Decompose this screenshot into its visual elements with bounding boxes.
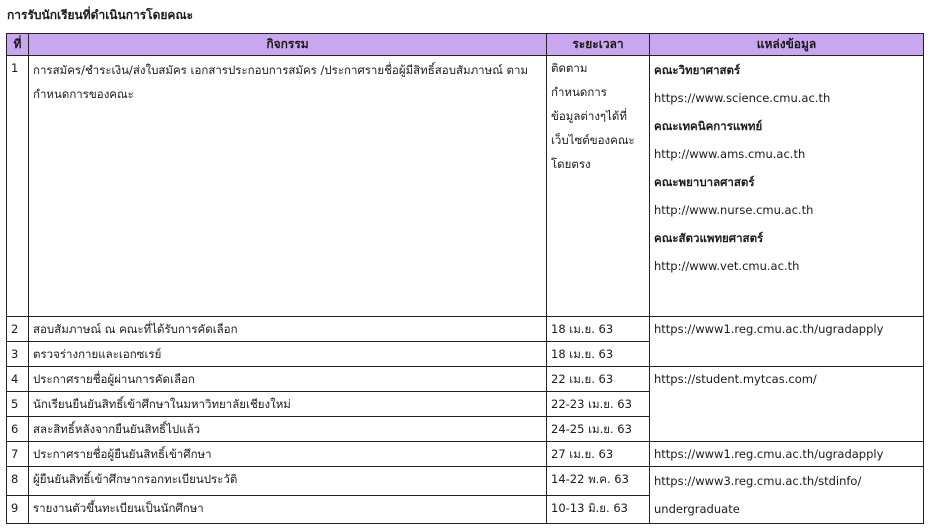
activity-cell: รายงานตัวขึ้นทะเบียนเป็นนักศึกษา: [29, 495, 547, 524]
activity-cell: ตรวจร่างกายและเอกซเรย์: [29, 342, 547, 367]
faculty-science-name: คณะวิทยาศาสตร์: [654, 63, 741, 77]
activity-cell: สอบสัมภาษณ์ ณ คณะที่ได้รับการคัดเลือก: [29, 317, 547, 342]
time-cell: 18 เม.ย. 63: [547, 317, 650, 342]
time-line: ติดตาม: [551, 61, 588, 75]
activity-cell: ประกาศรายชื่อผู้ยืนยันสิทธิ์เข้าศึกษา: [29, 442, 547, 467]
activity-cell: นักเรียนยืนยันสิทธิ์เข้าศึกษาในมหาวิทยาลัยเชียงใหม่: [29, 392, 547, 417]
time-line: เว็บไซต์ของคณะ: [551, 133, 635, 147]
faculty-ams-link[interactable]: http://www.ams.cmu.ac.th: [654, 147, 806, 161]
activity-cell: การสมัคร/ชำระเงิน/ส่งใบสมัคร เอกสารประกอบการสมัคร /ประกาศรายชื่อผู้มีสิทธิ์สอบสัมภาษณ์ ตามกำหนดการของคณะ: [29, 56, 547, 317]
time-cell: 18 เม.ย. 63: [547, 342, 650, 367]
time-cell: 22 เม.ย. 63: [547, 367, 650, 392]
activity-table: [6, 33, 924, 524]
faculty-nurse-name: คณะพยาบาลศาสตร์: [654, 175, 755, 189]
time-cell: 14-22 พ.ค. 63: [547, 467, 650, 496]
faculty-science-link[interactable]: https://www.science.cmu.ac.th: [654, 91, 831, 105]
activity-cell: ผู้ยืนยันสิทธิ์เข้าศึกษากรอกทะเบียนประวัติ: [29, 467, 547, 496]
row-number: 5: [7, 392, 29, 417]
table-row: [7, 467, 924, 496]
activity-cell: ประกาศรายชื่อผู้ผ่านการคัดเลือก: [29, 367, 547, 392]
time-cell: [547, 56, 650, 317]
page-title: การรับนักเรียนที่ดำเนินการโดยคณะ: [7, 8, 194, 22]
row-number: 8: [7, 467, 29, 496]
source-cell: [650, 56, 924, 317]
row-number: 4: [7, 367, 29, 392]
source-cell: [650, 442, 924, 467]
row-number: 1: [7, 56, 29, 317]
faculty-vet-link[interactable]: http://www.vet.cmu.ac.th: [654, 259, 800, 273]
time-line: โดยตรง: [551, 157, 591, 171]
time-cell: 27 เม.ย. 63: [547, 442, 650, 467]
row-number: 7: [7, 442, 29, 467]
time-cell: 10-13 มิ.ย. 63: [547, 495, 650, 524]
faculty-vet-name: คณะสัตวแพทยศาสตร์: [654, 231, 764, 245]
row-number: 2: [7, 317, 29, 342]
time-line: กำหนดการ: [551, 85, 607, 99]
time-cell: 24-25 เม.ย. 63: [547, 417, 650, 442]
source-cell: [650, 317, 924, 367]
header-time: ระยะเวลา: [547, 34, 650, 56]
row-number: 3: [7, 342, 29, 367]
row-number: 6: [7, 417, 29, 442]
table-row: [7, 56, 924, 317]
time-cell: 22-23 เม.ย. 63: [547, 392, 650, 417]
time-line: ข้อมูลต่างๆได้ที่: [551, 109, 627, 123]
table-row: [7, 367, 924, 392]
table-header-row: [7, 34, 924, 56]
faculty-nurse-link[interactable]: http://www.nurse.cmu.ac.th: [654, 203, 814, 217]
activity-cell: สละสิทธิ์หลังจากยืนยันสิทธิ์ไปแล้ว: [29, 417, 547, 442]
source-cell: [650, 467, 924, 524]
mytcas-link[interactable]: https://student.mytcas.com/: [654, 372, 817, 386]
reg-ugradapply-link[interactable]: https://www1.reg.cmu.ac.th/ugradapply: [654, 447, 884, 461]
stdinfo-link-continued[interactable]: undergraduate: [654, 502, 740, 516]
source-cell: [650, 367, 924, 442]
reg-ugradapply-link[interactable]: https://www1.reg.cmu.ac.th/ugradapply: [654, 322, 884, 336]
faculty-ams-name: คณะเทคนิคการแพทย์: [654, 119, 763, 133]
stdinfo-link[interactable]: https://www3.reg.cmu.ac.th/stdinfo/: [654, 474, 862, 488]
row-number: 9: [7, 495, 29, 524]
table-row: [7, 317, 924, 342]
header-source: แหล่งข้อมูล: [650, 34, 924, 56]
header-activity: กิจกรรม: [29, 34, 547, 56]
header-no: ที่: [7, 34, 29, 56]
table-row: [7, 442, 924, 467]
